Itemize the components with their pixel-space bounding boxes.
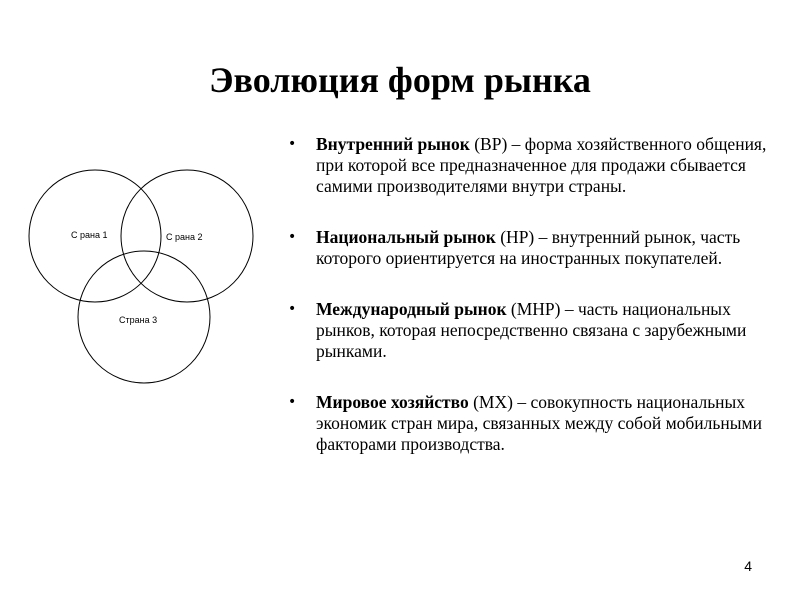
circle-label-country-2: С рана 2	[166, 232, 203, 242]
list-item	[284, 227, 784, 269]
bullet-term: Международный рынок	[316, 299, 507, 319]
page-number: 4	[744, 558, 752, 574]
bullet-icon: •	[288, 229, 297, 245]
list-item	[284, 134, 784, 197]
bullet-icon: •	[288, 301, 297, 317]
bullet-icon: •	[288, 136, 297, 152]
bullet-text: (НР) – внутренний рынок, часть которого ориентируется на иностранных покупателей.	[316, 227, 741, 268]
slide-title: Эволюция форм рынка	[209, 60, 591, 100]
bullet-term: Внутренний рынок	[316, 134, 470, 154]
bullet-text: (ВР) – форма хозяйственного общения, при которой все предназначенное для продажи сбывается самими производителями внутри страны.	[316, 134, 767, 196]
bullet-text: (МНР) – часть национальных рынков, которая непосредственно связана с зарубежными рынками.	[316, 299, 747, 361]
bullet-term: Национальный рынок	[316, 227, 496, 247]
list-item	[284, 299, 784, 362]
circle-label-country-3: Страна 3	[119, 315, 158, 325]
bullet-icon: •	[288, 394, 297, 410]
definitions-list	[284, 134, 784, 455]
bullet-term: Мировое хозяйство	[316, 392, 469, 412]
venn-diagram	[0, 0, 280, 420]
bullet-text: (МХ) – совокупность национальных экономик стран мира, связанных между собой мобильными факторами производства.	[316, 392, 762, 454]
list-item	[284, 392, 784, 455]
circle-label-country-1: С рана 1	[71, 230, 108, 240]
